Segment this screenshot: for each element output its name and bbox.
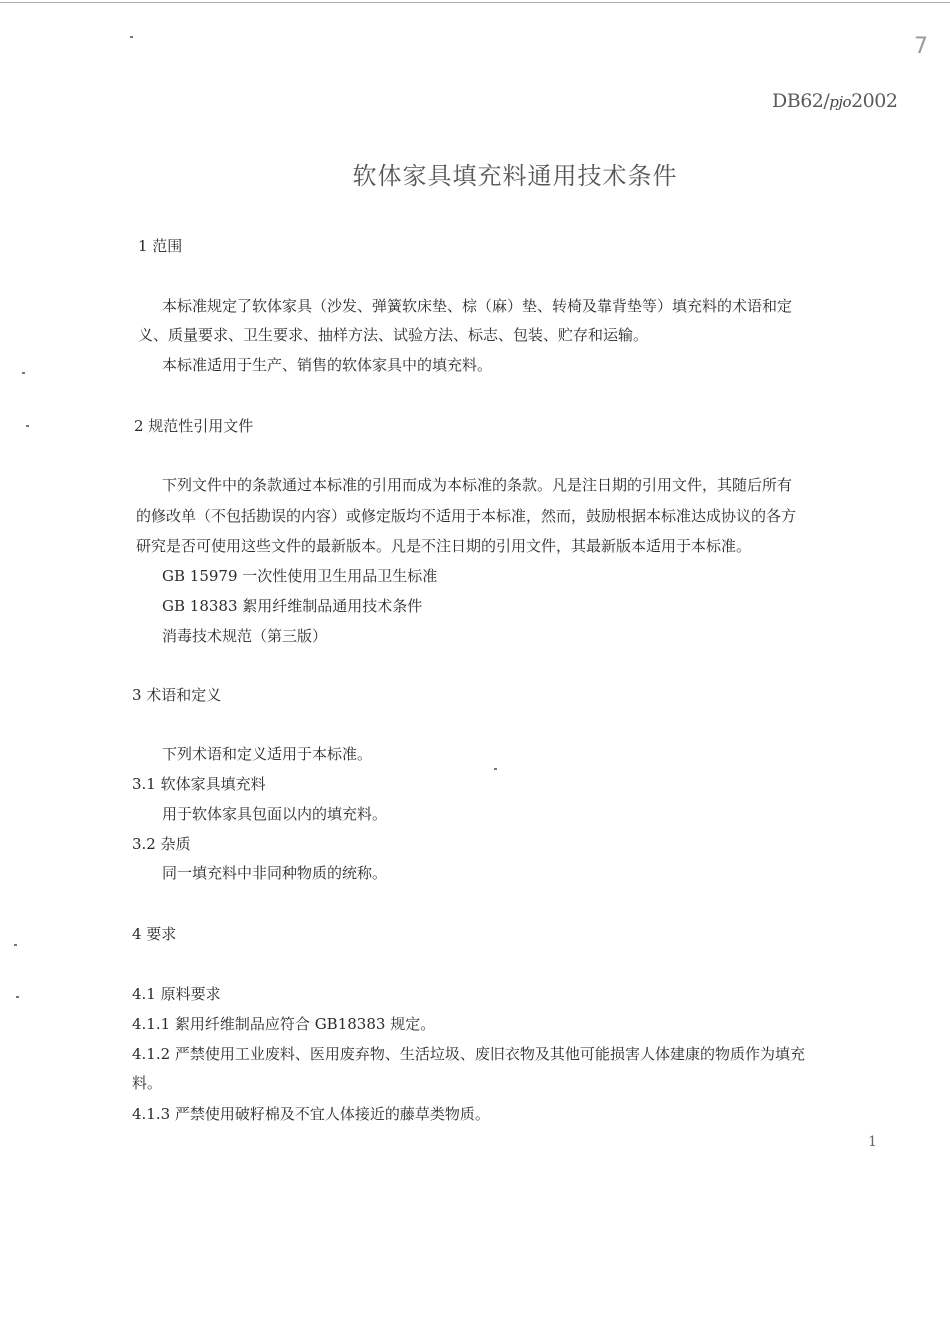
requirement-item: 4.1.1 絮用纤维制品应符合 GB18383 规定。 [132,1015,436,1033]
scan-speck [494,768,497,770]
section-3-intro: 下列术语和定义适用于本标准。 [162,745,373,763]
scan-speck [26,425,29,427]
requirement-item: 4.1.3 严禁使用破籽棉及不宜人体接近的藤草类物质。 [132,1105,490,1123]
term-definition: 同一填充料中非同种物质的统称。 [162,864,388,882]
section-1-paragraph-2: 本标准适用于生产、销售的软体家具中的填充料。 [162,356,493,374]
standard-code-year: 2002 [851,90,898,112]
scan-speck [22,372,25,374]
section-1-paragraph-line: 本标准规定了软体家具（沙发、弹簧软床垫、棕（麻）垫、转椅及靠背垫等）填充料的术语和定 [162,297,793,315]
scan-speck [16,996,19,998]
term-definition: 用于软体家具包面以内的填充料。 [162,805,388,823]
section-1-heading: 1 范围 [138,237,183,255]
page-number: 1 [868,1134,877,1150]
reference-item: 消毒技术规范（第三版） [162,627,328,645]
section-2-paragraph-line: 的修改单（不包括勘误的内容）或修定版均不适用于本标准，然而，鼓励根据本标准达成协议的各方 [136,507,797,525]
section-4-heading: 4 要求 [132,925,177,943]
requirement-item-continuation: 料。 [132,1074,163,1092]
requirement-item: 4.1.2 严禁使用工业废料、医用废弃物、生活垃圾、废旧衣物及其他可能损害人体建康的物质作为填充 [132,1045,805,1063]
section-2-paragraph-line: 研究是否可使用这些文件的最新版本。凡是不注日期的引用文件，其最新版本适用于本标准。 [136,537,752,555]
document-title: 软体家具填充料通用技术条件 [352,162,678,190]
section-3-heading: 3 术语和定义 [132,686,222,704]
standard-code-prefix: DB62/ [772,90,830,112]
section-1-paragraph-line: 义、质量要求、卫生要求、抽样方法、试验方法、标志、包装、贮存和运输。 [138,326,649,344]
scan-speck [14,944,17,946]
section-2-paragraph-line: 下列文件中的条款通过本标准的引用而成为本标准的条款。凡是注日期的引用文件，其随后所有 [162,476,793,494]
subsection-heading: 4.1 原料要求 [132,985,221,1003]
standard-code [772,90,897,112]
corner-handwritten-mark: 7 [914,34,928,59]
standard-code-handwritten: pjo [829,93,852,111]
term-heading: 3.2 杂质 [132,835,191,853]
scan-speck [130,36,133,38]
reference-item: GB 18383 絮用纤维制品通用技术条件 [162,597,423,615]
reference-item: GB 15979 一次性使用卫生用品卫生标准 [162,567,438,585]
term-heading: 3.1 软体家具填充料 [132,775,266,793]
section-2-heading: 2 规范性引用文件 [134,417,254,435]
top-scan-edge [0,2,950,3]
